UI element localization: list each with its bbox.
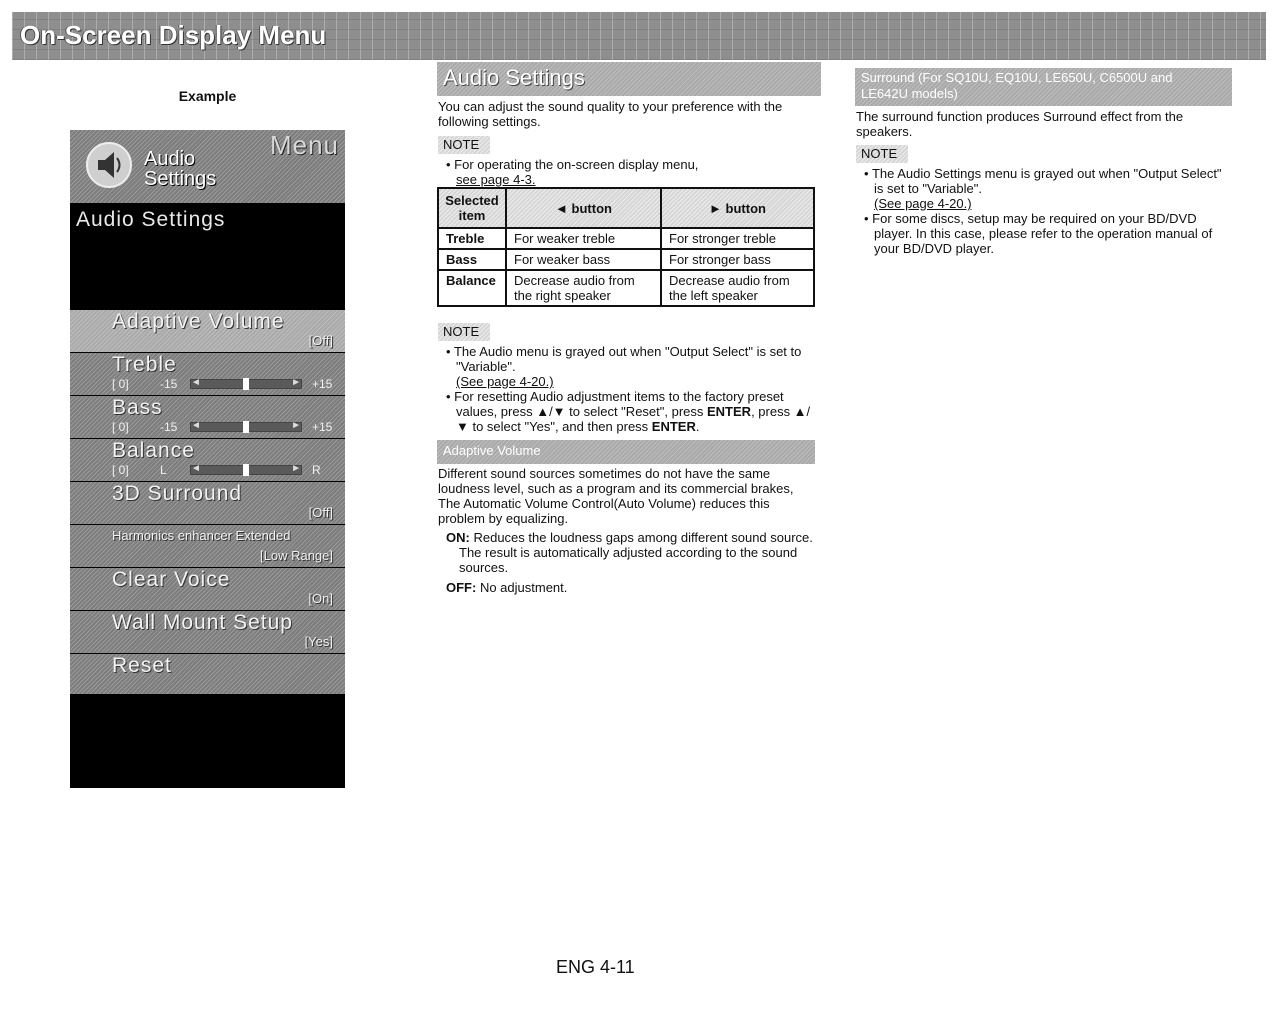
tv-menu-item-label: Adaptive Volume [112, 310, 285, 333]
tv-menu-item-reset [70, 654, 345, 695]
example-label: Example [178, 88, 237, 104]
treble-slider [112, 376, 342, 392]
table-header-row [438, 188, 814, 228]
on-text: Reduces the loudness gaps among different sound source. The result is automatically adjusted according to the sound sources. [459, 530, 813, 575]
table-cell: Treble [438, 228, 506, 249]
enter-key-label: ENTER [707, 404, 752, 419]
note-text: For operating the on-screen display menu, [454, 157, 699, 172]
tv-menu-item-value: [Off] [308, 505, 333, 520]
section-header-audio-settings [437, 62, 821, 96]
tv-menu-item-label: 3D Surround [112, 482, 243, 505]
section-title: Audio Settings [443, 65, 585, 90]
table-cell: Decrease audio from the right speaker [506, 270, 661, 306]
note-bullet: • For operating the on-screen display menu, see page 4-3. [446, 157, 699, 187]
table-header: ► button [661, 188, 814, 228]
bass-slider [112, 419, 342, 435]
page-reference-link[interactable]: (See page 4-20.) [456, 374, 554, 389]
tv-menu-item-label: Reset [112, 654, 172, 677]
slider-current: [ 0] [112, 420, 129, 434]
arrow-left-icon: ◄ [191, 463, 201, 474]
table-cell: For stronger treble [661, 228, 814, 249]
tv-menu-item-3d-surround [70, 482, 345, 525]
tv-menu-item-clear-voice [70, 568, 345, 611]
tv-menu-item-label: Balance [112, 439, 195, 462]
off-label: OFF: [446, 580, 477, 595]
table-cell: For weaker bass [506, 249, 661, 270]
table-row [438, 249, 814, 270]
page-title: On-Screen Display Menu [20, 20, 327, 50]
arrow-right-icon: ► [291, 420, 301, 431]
tv-menu-item-bass [70, 396, 345, 439]
note-label: NOTE [856, 145, 908, 163]
slider-track [190, 465, 302, 475]
slider-thumb [243, 378, 249, 390]
tv-menu-item-value: [On] [308, 591, 333, 606]
tv-menu-item-balance [70, 439, 345, 482]
tv-screen-title: Audio Settings [76, 208, 226, 231]
on-description [446, 530, 816, 575]
tv-menu-item-adaptive-volume [70, 310, 345, 353]
tv-menu-item-label: Bass [112, 396, 163, 419]
note-bullet: • The Audio menu is grayed out when "Output Select" is set to "Variable". (See page 4-20.) [446, 344, 802, 389]
slider-track [190, 379, 302, 389]
arrow-left-icon: ◄ [191, 420, 201, 431]
note-bullet: • The Audio Settings menu is grayed out when "Output Select" is set to "Variable". (See page 4-20.) [864, 166, 1222, 211]
off-text: No adjustment. [479, 580, 568, 595]
tv-menu-item-label: Clear Voice [112, 568, 231, 591]
table-header: ◄ button [506, 188, 661, 228]
speaker-icon [84, 140, 134, 190]
off-description [446, 580, 816, 595]
surround-intro: The surround function produces Surround effect from the speakers. [856, 109, 1184, 139]
table-row [438, 228, 814, 249]
table-header: Selected item [438, 188, 506, 228]
note-text: , press ▲/▼ to select "Yes", and then press [456, 404, 811, 434]
tv-menu-item-value: [Off] [308, 333, 333, 348]
table-cell: Bass [438, 249, 506, 270]
tv-menu-item-label: Wall Mount Setup [112, 611, 293, 634]
tv-menu-screenshot [70, 130, 345, 788]
slider-current: [ 0] [112, 463, 129, 477]
table-cell: For weaker treble [506, 228, 661, 249]
note-text: The Audio Settings menu is grayed out when "Output Select" is set to "Variable". [871, 166, 1222, 196]
tv-menu-header [70, 130, 345, 203]
arrow-right-icon: ► [291, 377, 301, 388]
page-reference-link[interactable]: see page 4-3. [456, 172, 536, 187]
arrow-left-icon: ◄ [191, 377, 201, 388]
tv-menu-item-value: [Yes] [304, 634, 333, 649]
table-cell: Balance [438, 270, 506, 306]
tv-menu-item-wall-mount [70, 611, 345, 654]
subsection-header-adaptive-volume [437, 440, 815, 464]
subsection-title: Adaptive Volume [443, 443, 541, 458]
tv-menu-item-label: Harmonics enhancer Extended [112, 528, 291, 543]
audio-settings-intro: You can adjust the sound quality to your preference with the following settings. [438, 99, 783, 129]
note-text: For resetting Audio adjustment items to the factory preset values, press ▲/▼ to select "Reset", press [454, 389, 784, 419]
section-header-surround [855, 68, 1232, 106]
slider-current: [ 0] [112, 377, 129, 391]
page-header [12, 12, 1266, 60]
tv-menu-item-label: Treble [112, 353, 177, 376]
slider-max: +15 [312, 377, 333, 391]
balance-slider [112, 462, 342, 478]
page-number: ENG 4-11 [556, 957, 635, 977]
note-bullet: • For resetting Audio adjustment items to the factory preset values, press ▲/▼ to select "Reset", press ENTER, press ▲/▼ to select "Yes", and then press ENTER. [446, 389, 811, 434]
slider-thumb [243, 421, 249, 433]
slider-thumb [243, 464, 249, 476]
tv-menu-head-line1: Audio [144, 148, 196, 170]
note-bullet: • For some discs, setup may be required on your BD/DVD player. In this case, please refer to the operation manual of your BD/DVD player. [864, 211, 1213, 256]
arrow-right-icon: ► [291, 463, 301, 474]
on-label: ON: [446, 530, 470, 545]
table-cell: Decrease audio from the left speaker [661, 270, 814, 306]
note-text: For some discs, setup may be required on your BD/DVD player. In this case, please refer to the operation manual of your BD/DVD player. [872, 211, 1213, 256]
tv-menu-item-value: [Low Range] [260, 548, 333, 563]
note-text: . [695, 419, 700, 434]
note-label: NOTE [438, 136, 490, 154]
section-title: Surround (For SQ10U, EQ10U, LE650U, C6500U and LE642U models) [861, 70, 1173, 101]
adaptive-volume-description: Different sound sources sometimes do not have the same loudness level, such as a program and its commercial brakes, The Automatic Volume Control(Auto Volume) reduces this problem by equalizing. [438, 466, 794, 526]
slider-min: L [160, 463, 167, 477]
slider-min: -15 [160, 377, 178, 391]
note-text: The Audio menu is grayed out when "Output Select" is set to "Variable". [453, 344, 802, 374]
tv-menu-blank-area [70, 695, 345, 788]
enter-key-label: ENTER [651, 419, 696, 434]
tv-menu-item-treble [70, 353, 345, 396]
tv-menu-item-harmonics [70, 525, 345, 568]
tv-menu-head-line2: Settings [144, 168, 217, 190]
slider-max: +15 [312, 420, 333, 434]
adjustment-table [437, 187, 815, 307]
slider-track [190, 422, 302, 432]
slider-min: -15 [160, 420, 178, 434]
note-label: NOTE [438, 323, 490, 341]
table-cell: For stronger bass [661, 249, 814, 270]
slider-max: R [312, 463, 321, 477]
tv-menu-word: Menu [269, 130, 339, 160]
table-row [438, 270, 814, 306]
page-reference-link[interactable]: (See page 4-20.) [874, 196, 972, 211]
